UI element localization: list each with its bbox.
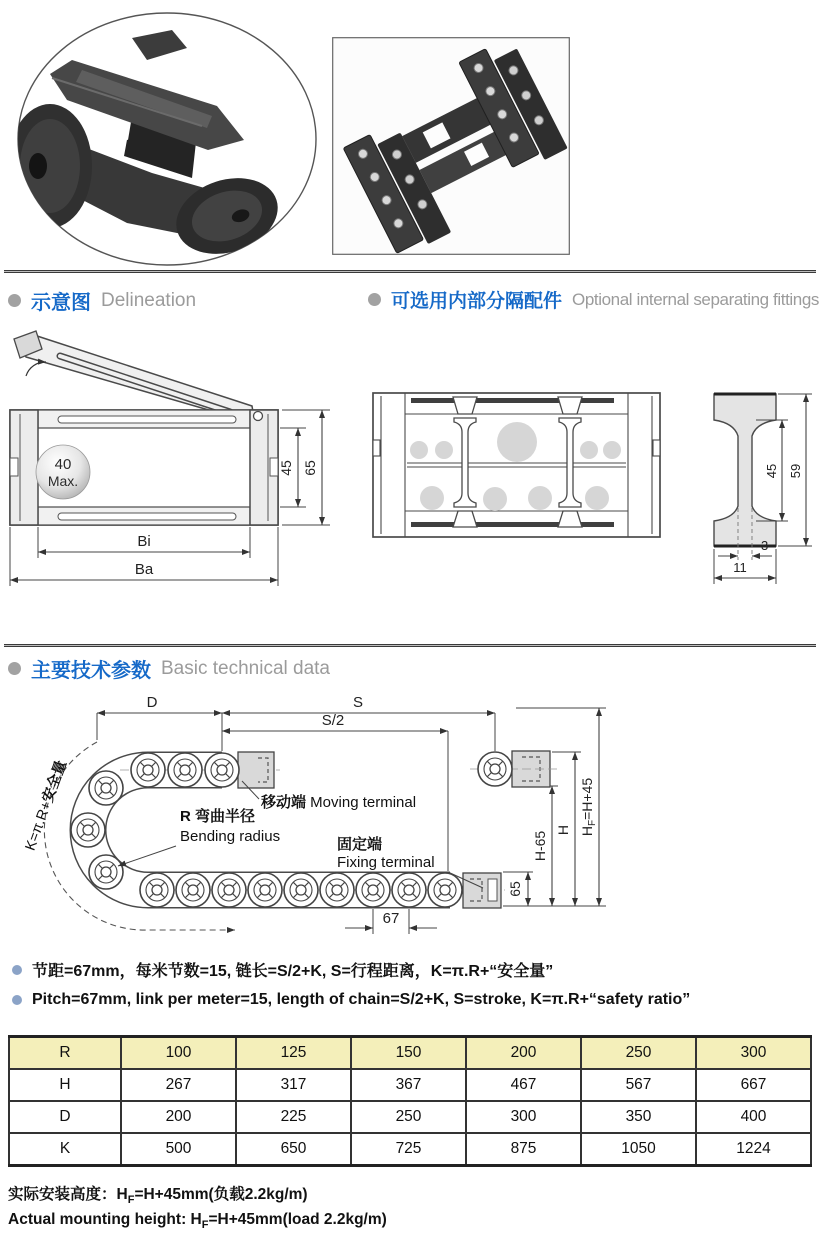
dimension-S-half — [222, 712, 448, 871]
svg-text:K=π.R+安全量: K=π.R+安全量 — [22, 758, 70, 853]
product-photo-left — [12, 8, 322, 270]
delineation-drawing — [0, 330, 340, 592]
travel-diagram — [0, 685, 660, 945]
mounting-height-note-zh: 实际安装高度：$H_F=H+45mm$(负载2.2kg/m) — [8, 1186, 308, 1207]
product-photo-right — [332, 37, 570, 255]
table-row — [9, 1133, 811, 1166]
dimension-flange-width — [714, 549, 776, 584]
dim-label: 45 — [764, 463, 779, 479]
table-cell: 125 — [236, 1037, 351, 1070]
section-bullet-icon — [8, 662, 21, 675]
dimension-pitch — [345, 909, 437, 934]
dim-label: $H_F=H+45$ — [579, 777, 598, 837]
table-cell: 467 — [466, 1069, 581, 1101]
dimension-hf — [516, 708, 606, 906]
section-title-en: Delineation — [101, 289, 197, 311]
table-row-label: D — [9, 1101, 121, 1133]
svg-text:Fixing terminal: Fixing terminal — [337, 854, 435, 871]
mounting-height-note-en: Actual mounting height: $H_F=H+45mm(load$ 2.2kg/m) — [8, 1211, 387, 1232]
table-cell: 400 — [696, 1101, 811, 1133]
svg-text:移动端 Moving terminal: 移动端 Moving terminal — [261, 794, 417, 811]
table-cell: 250 — [351, 1101, 466, 1133]
table-cell: 725 — [351, 1133, 466, 1166]
bending-radius-label — [118, 807, 280, 866]
hinge-pin — [254, 412, 263, 421]
section-title-en: Basic technical data — [161, 657, 330, 679]
dim-label: H — [555, 824, 571, 836]
max-cable-ball — [36, 445, 90, 499]
section-title-zh: 可选用内部分隔配件 — [391, 291, 563, 312]
section-bullet-icon — [8, 294, 21, 307]
dim-label: 65 — [507, 881, 523, 897]
section-title-en: Optional internal separating fittings — [572, 289, 819, 309]
note-bullet-icon — [12, 965, 22, 975]
spec-table — [8, 1035, 812, 1167]
rotation-arrow-icon — [26, 362, 46, 376]
dim-label: H-65 — [532, 830, 548, 862]
table-cell: 567 — [581, 1069, 696, 1101]
dimension-total-height — [778, 394, 812, 546]
dimension-chain-height — [503, 872, 533, 906]
table-row — [9, 1037, 811, 1070]
dim-label: 67 — [382, 910, 400, 927]
note-text: Pitch=67mm, link per meter=15, length of chain=S/2+K, S=stroke, K=π.R+“safety ratio” — [32, 991, 691, 1008]
table-cell: 250 — [581, 1037, 696, 1070]
dim-label: 3 — [761, 538, 769, 553]
dimension-h-minus-65 — [532, 786, 558, 906]
dim-label: D — [146, 694, 158, 711]
dim-label: S — [352, 694, 364, 711]
table-cell: 225 — [236, 1101, 351, 1133]
dim-label: Bi — [137, 533, 151, 550]
ball-label-value: 40 — [54, 456, 72, 473]
open-cover — [14, 331, 254, 420]
section-header-delineation — [8, 286, 196, 315]
table-row — [9, 1101, 811, 1133]
note-pitch-en — [12, 991, 690, 1009]
ball-label-max: Max. — [47, 473, 79, 489]
table-cell: 1050 — [581, 1133, 696, 1166]
section-header-technical — [8, 654, 330, 683]
table-cell: 500 — [121, 1133, 236, 1166]
table-cell: 367 — [351, 1069, 466, 1101]
table-row-label: K — [9, 1133, 121, 1166]
note-bullet-icon — [12, 995, 22, 1005]
section-header-fittings — [368, 286, 819, 313]
table-cell: 300 — [696, 1037, 811, 1070]
table-cell: 650 — [236, 1133, 351, 1166]
section-title-zh: 示意图 — [31, 292, 91, 314]
table-row — [9, 1069, 811, 1101]
table-cell: 667 — [696, 1069, 811, 1101]
table-cell: 1224 — [696, 1133, 811, 1166]
table-cell: 200 — [466, 1037, 581, 1070]
dim-label: 11 — [733, 560, 747, 575]
table-row-label: H — [9, 1069, 121, 1101]
fixing-terminal-bracket — [463, 873, 501, 908]
section-title-zh: 主要技术参数 — [31, 660, 151, 682]
table-cell: 150 — [351, 1037, 466, 1070]
dimension-S — [222, 694, 495, 751]
note-pitch-zh — [12, 958, 553, 981]
dim-label: S/2 — [321, 712, 345, 729]
separator-profile-drawing — [690, 378, 820, 593]
dim-label: 65 — [302, 460, 318, 476]
dim-label: 45 — [278, 460, 294, 476]
note-text: 节距=67mm，每米节数=15, 链长=S/2+K, S=行程距离，K=π.R+“安全量” — [32, 963, 554, 980]
dim-label: Ba — [134, 561, 154, 578]
divider — [4, 644, 816, 647]
svg-text:R 弯曲半径: R 弯曲半径 — [180, 808, 256, 825]
svg-text:Bending radius: Bending radius — [180, 828, 281, 845]
dim-label: 59 — [788, 463, 803, 479]
table-cell: 300 — [466, 1101, 581, 1133]
table-header-label: R — [9, 1037, 121, 1070]
dimension-inner-width — [38, 527, 250, 558]
table-cell: 267 — [121, 1069, 236, 1101]
divider — [4, 270, 816, 273]
table-cell: 200 — [121, 1101, 236, 1133]
dimension-web-height — [756, 420, 788, 521]
dimension-D — [97, 694, 222, 751]
svg-text:固定端: 固定端 — [337, 836, 383, 853]
table-cell: 100 — [121, 1037, 236, 1070]
dimension-h — [552, 752, 581, 906]
k-formula-label — [21, 757, 70, 853]
table-cell: 875 — [466, 1133, 581, 1166]
table-cell: 317 — [236, 1069, 351, 1101]
table-cell: 350 — [581, 1101, 696, 1133]
separator-topview-drawing — [365, 380, 665, 545]
section-bullet-icon — [368, 293, 381, 306]
